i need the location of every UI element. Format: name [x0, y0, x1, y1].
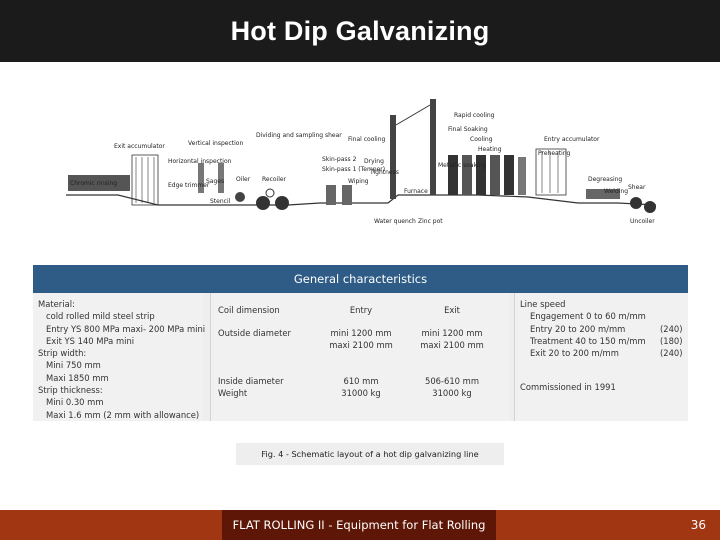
exit-accumulator [132, 155, 158, 205]
material-column [33, 293, 206, 421]
label-zinc-pot: Zinc pot [418, 218, 443, 225]
label-chromic-rinsing: Chromic rinsing [70, 180, 118, 187]
label-water-quench: Water quench [374, 218, 416, 225]
label-metallic-soaking: Metallic soaking [438, 162, 487, 169]
general-characteristics-table [33, 293, 688, 421]
label-wiping: Wiping [348, 178, 369, 185]
label-degreasing: Degreasing [588, 176, 623, 183]
material-label: Material: [38, 299, 75, 309]
speed-entry: Entry 20 to 200 m/mm [530, 323, 626, 334]
coil-exit-header: Exit [444, 305, 460, 315]
strip-width-label: Strip width: [38, 348, 87, 359]
outside-entry-min: mini 1200 mm [330, 328, 392, 338]
strip-width-max: Maxi 1850 mm [46, 372, 109, 383]
line-speed-label: Line speed [520, 299, 566, 309]
strip-width-min: Mini 750 mm [46, 360, 101, 371]
label-cooling: Cooling [470, 136, 493, 143]
coil-dimension-column [210, 293, 510, 421]
figure-caption: Fig. 4 - Schematic layout of a hot dip galvanizing line [236, 443, 504, 465]
speed-exit-row [520, 347, 688, 359]
footer-title: FLAT ROLLING II - Equipment for Flat Rolling [222, 510, 496, 540]
speed-treatment-row [520, 335, 688, 347]
label-rapid-cooling: Rapid cooling [454, 112, 495, 119]
speed-exit: Exit 20 to 200 m/mm [530, 348, 619, 359]
inside-entry: 610 mm [343, 376, 379, 386]
speed-entry-row [520, 323, 688, 335]
speed-engagement: Engagement 0 to 60 m/mm [530, 311, 646, 322]
strip-thickness-max: Maxi 1.6 mm (2 mm with allowance) [46, 409, 200, 420]
label-oiler: Oiler [236, 176, 251, 183]
label-vertical-inspection: Vertical inspection [188, 140, 244, 147]
label-skin-pass-2: Skin-pass 2 [322, 156, 357, 163]
label-recoiler: Recoiler [262, 176, 287, 183]
outside-exit-min: mini 1200 mm [421, 328, 483, 338]
label-skin-pass-1: Skin-pass 1 (Temper) [322, 166, 386, 173]
label-tightness: Tightness [370, 169, 399, 176]
label-stencil: Stencil [210, 198, 231, 205]
label-sages: Sages [206, 178, 225, 185]
label-welding: Welding [604, 188, 629, 195]
strip-thickness-label: Strip thickness: [38, 385, 103, 396]
weight-exit: 31000 kg [432, 388, 472, 398]
speed-exit-value: (240) [660, 348, 683, 359]
outside-exit-max: maxi 2100 mm [420, 340, 484, 350]
label-exit-accumulator: Exit accumulator [114, 143, 165, 150]
inside-exit: 506-610 mm [425, 376, 479, 386]
label-drying: Drying [364, 158, 384, 165]
page-number: 36 [690, 518, 706, 532]
speed-treatment-value: (180) [660, 335, 683, 346]
label-shear: Shear [628, 184, 646, 191]
general-characteristics-header: General characteristics [33, 265, 688, 293]
label-horizontal-inspection: Horizontal inspection [168, 158, 232, 165]
label-furnace: Furnace [404, 188, 428, 195]
label-entry-accumulator: Entry accumulator [544, 136, 600, 143]
label-heating: Heating [478, 146, 502, 153]
strip-thickness-min: Mini 0.30 mm [46, 397, 104, 408]
label-final-cooling: Final cooling [348, 136, 386, 143]
line-schematic-diagram [58, 85, 668, 245]
label-final-soaking: Final Soaking [448, 126, 488, 133]
label-dividing-shear: Dividing and sampling shear [256, 132, 342, 139]
speed-treatment: Treatment 40 to 150 m/mm [530, 335, 646, 346]
schematic-svg [58, 85, 668, 245]
outside-diameter-label: Outside diameter [218, 328, 291, 338]
coil-dimension-label: Coil dimension [218, 305, 280, 315]
label-edge-trimmer: Edge trimmer [168, 182, 210, 189]
outside-entry-max: maxi 2100 mm [329, 340, 393, 350]
weight-label: Weight [218, 388, 248, 398]
label-preheating: Preheating [538, 150, 571, 157]
label-uncoiler: Uncoiler [630, 218, 655, 225]
coil-entry-header: Entry [349, 305, 373, 315]
line-speed-column [514, 293, 688, 421]
weight-entry: 31000 kg [341, 388, 381, 398]
material-line-3: Exit YS 140 MPa mini [46, 335, 135, 346]
title-bar [0, 0, 720, 62]
inside-diameter-label: Inside diameter [218, 376, 284, 386]
slide-title: Hot Dip Galvanizing [230, 15, 490, 46]
speed-entry-value: (240) [660, 323, 683, 334]
material-line-2: Entry YS 800 MPa maxi- 200 MPa mini [46, 323, 206, 334]
commissioned-text: Commissioned in 1991 [520, 382, 616, 393]
material-line-1: cold rolled mild steel strip [46, 311, 155, 322]
furnace-blocks [448, 155, 526, 195]
